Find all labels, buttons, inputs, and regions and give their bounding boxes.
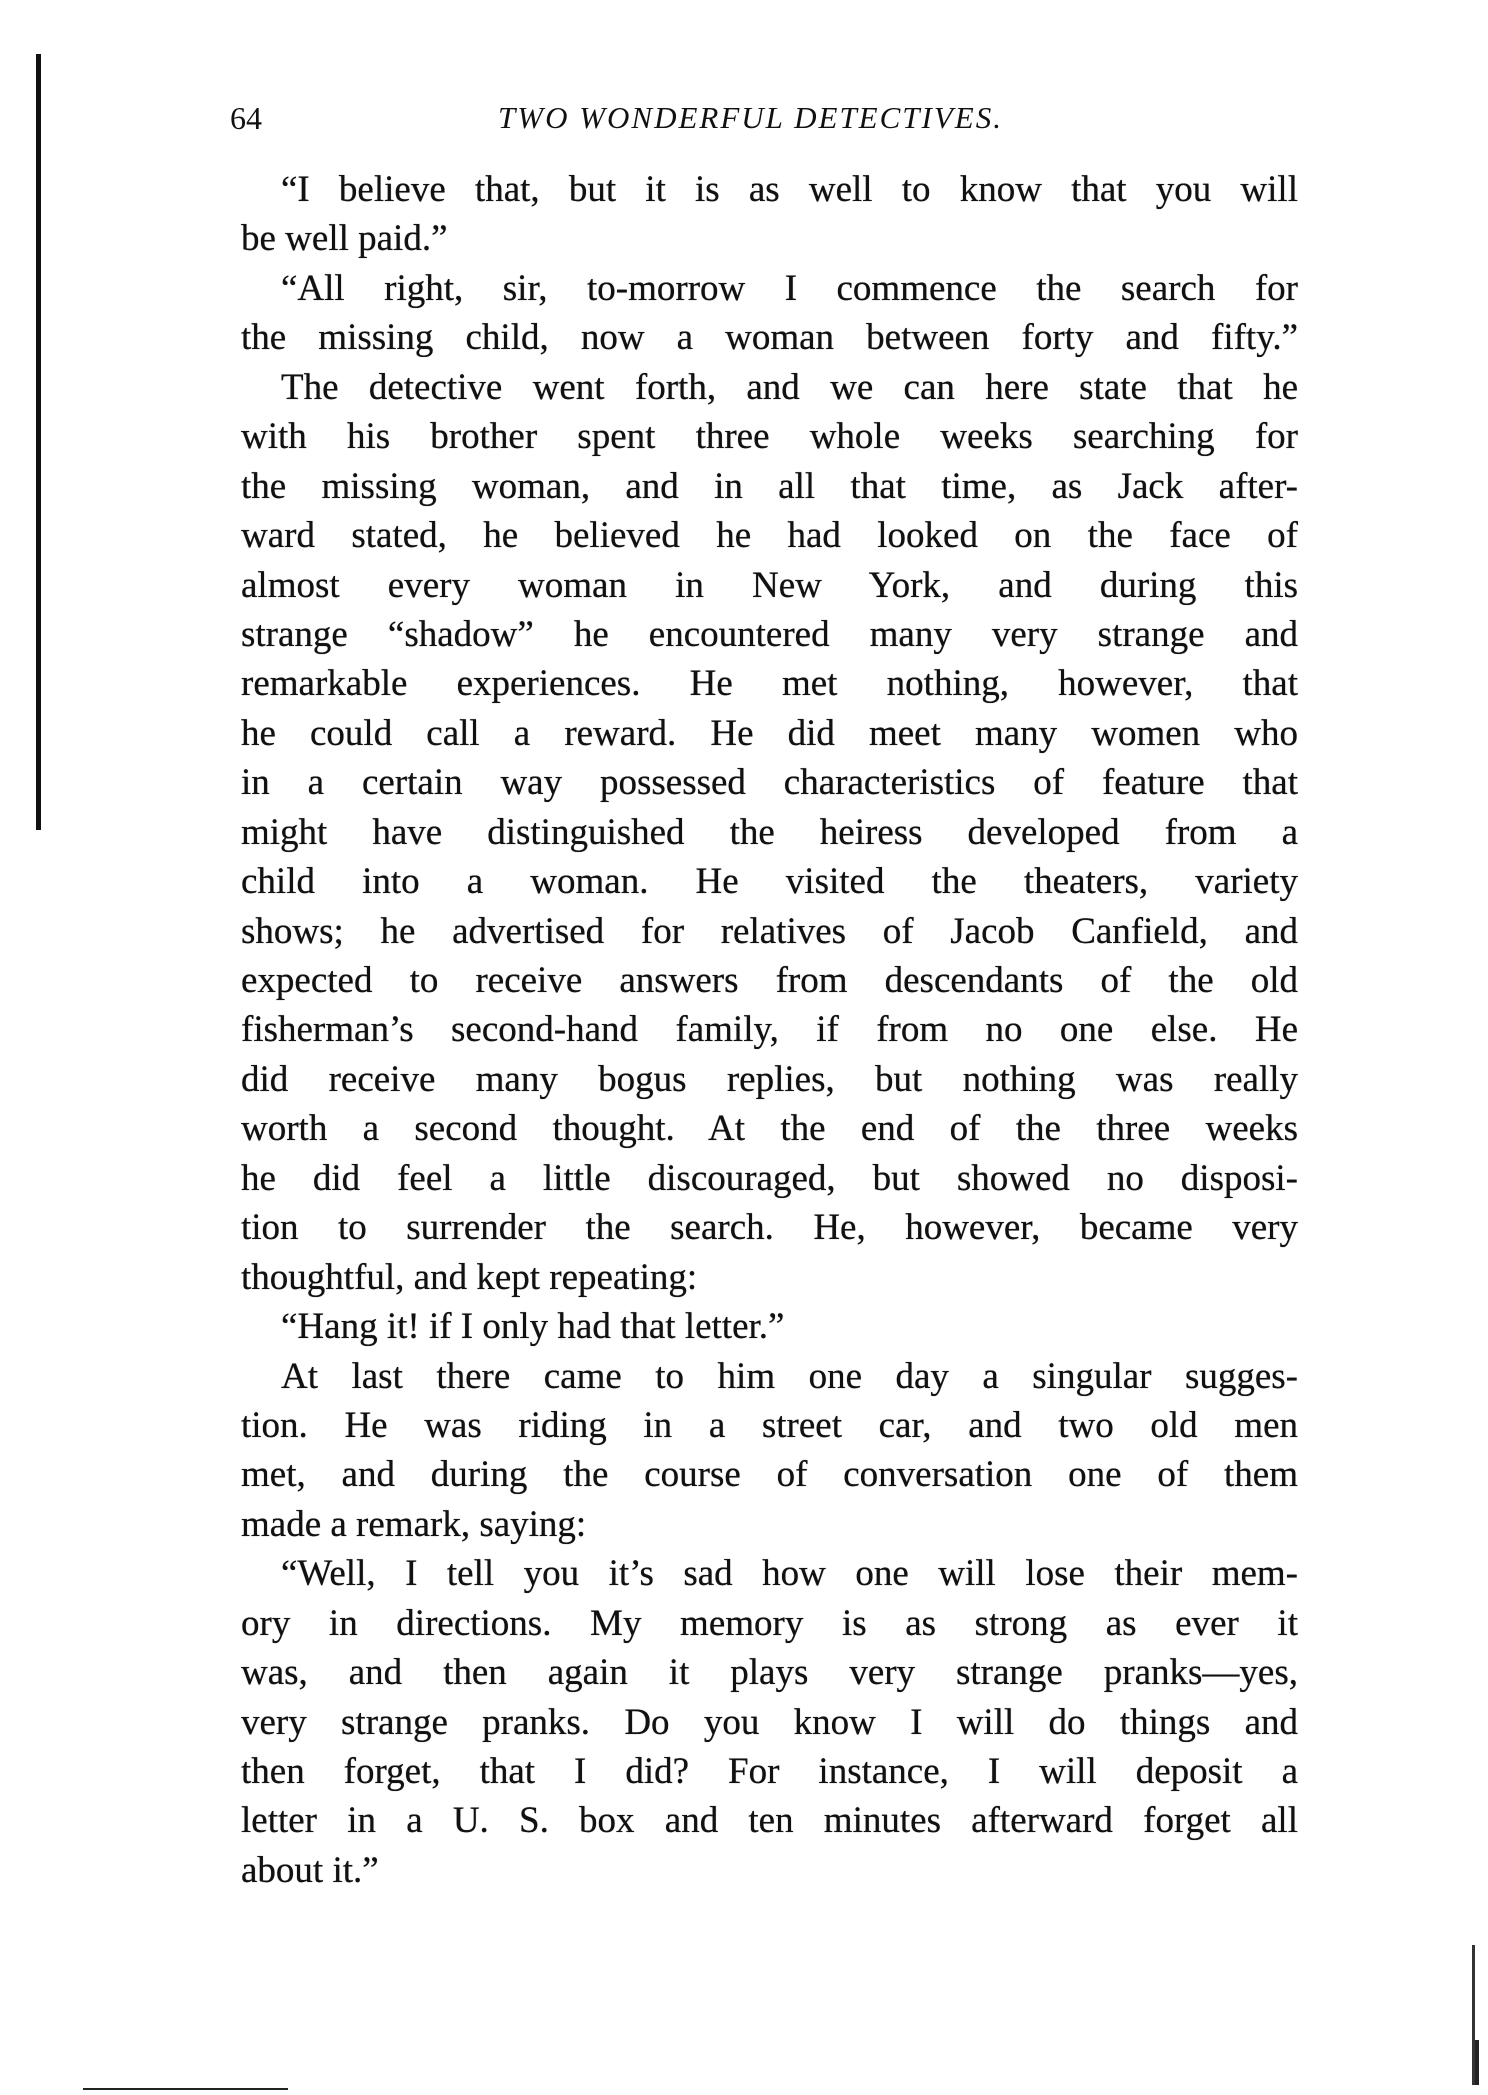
text-line: letter in a U. S. box and ten minutes afterward forget all (241, 1800, 1298, 1842)
text-line: “Hang it! if I only had that letter.” (281, 1306, 785, 1348)
text-line: “All right, sir, to-morrow I commence the search for (281, 267, 1298, 309)
text-line: shows; he advertised for relatives of Jacob Canfield, and (241, 910, 1298, 952)
text-line: then forget, that I did? For instance, I will deposit a (241, 1751, 1298, 1792)
text-line: tion to surrender the search. He, however, became very (241, 1207, 1298, 1249)
text-line: very strange pranks. Do you know I will do things and (241, 1701, 1298, 1743)
text-line: fisherman’s second-hand family, if from no one else. He (241, 1009, 1298, 1051)
text-line: thoughtful, and kept repeating: (241, 1256, 698, 1298)
text-line: tion. He was riding in a street car, and two old men (241, 1404, 1298, 1446)
text-line: with his brother spent three whole weeks searching for (241, 416, 1298, 458)
text-line: At last there came to him one day a singular sugges- (281, 1355, 1298, 1397)
text-line: almost every woman in New York, and during this (241, 564, 1298, 606)
text-line: strange “shadow” he encountered many very strange and (241, 613, 1298, 655)
text-line: expected to receive answers from descendants of the old (241, 960, 1298, 1001)
text-line: was, and then again it plays very strange pranks—yes, (241, 1652, 1298, 1694)
text-line: made a remark, saying: (241, 1503, 587, 1545)
scan-edge-mark (1475, 2040, 1479, 2085)
page-edge-bar (36, 54, 41, 830)
text-line: be well paid.” (241, 218, 448, 260)
text-line: the missing woman, and in all that time, as Jack after- (241, 465, 1298, 507)
text-line: in a certain way possessed characteristics of feature that (241, 762, 1298, 804)
text-line: “I believe that, but it is as well to know that you will (281, 169, 1298, 210)
text-line: he could call a reward. He did meet many women who (241, 712, 1298, 754)
text-line: ory in directions. My memory is as strong as ever it (241, 1602, 1298, 1644)
body-text (241, 165, 1298, 1895)
running-title: TWO WONDERFUL DETECTIVES. (498, 100, 1003, 135)
running-header (230, 96, 1300, 140)
text-line: about it.” (241, 1849, 379, 1891)
text-line: remarkable experiences. He met nothing, however, that (241, 663, 1298, 705)
text-line: met, and during the course of conversation one of them (241, 1454, 1298, 1496)
page-number: 64 (230, 100, 262, 136)
text-line: The detective went forth, and we can here state that he (281, 366, 1298, 408)
text-line: “Well, I tell you it’s sad how one will lose their mem- (281, 1553, 1298, 1595)
text-line: worth a second thought. At the end of the three weeks (241, 1108, 1298, 1150)
text-line: ward stated, he believed he had looked on the face of (241, 515, 1298, 557)
text-line: the missing child, now a woman between forty and fifty.” (241, 317, 1298, 359)
text-line: might have distinguished the heiress developed from a (241, 811, 1298, 853)
bottom-rule (83, 2088, 288, 2090)
text-line: did receive many bogus replies, but nothing was really (241, 1058, 1298, 1100)
text-line: child into a woman. He visited the theaters, variety (241, 861, 1298, 903)
text-line: he did feel a little discouraged, but showed no disposi- (241, 1157, 1298, 1199)
